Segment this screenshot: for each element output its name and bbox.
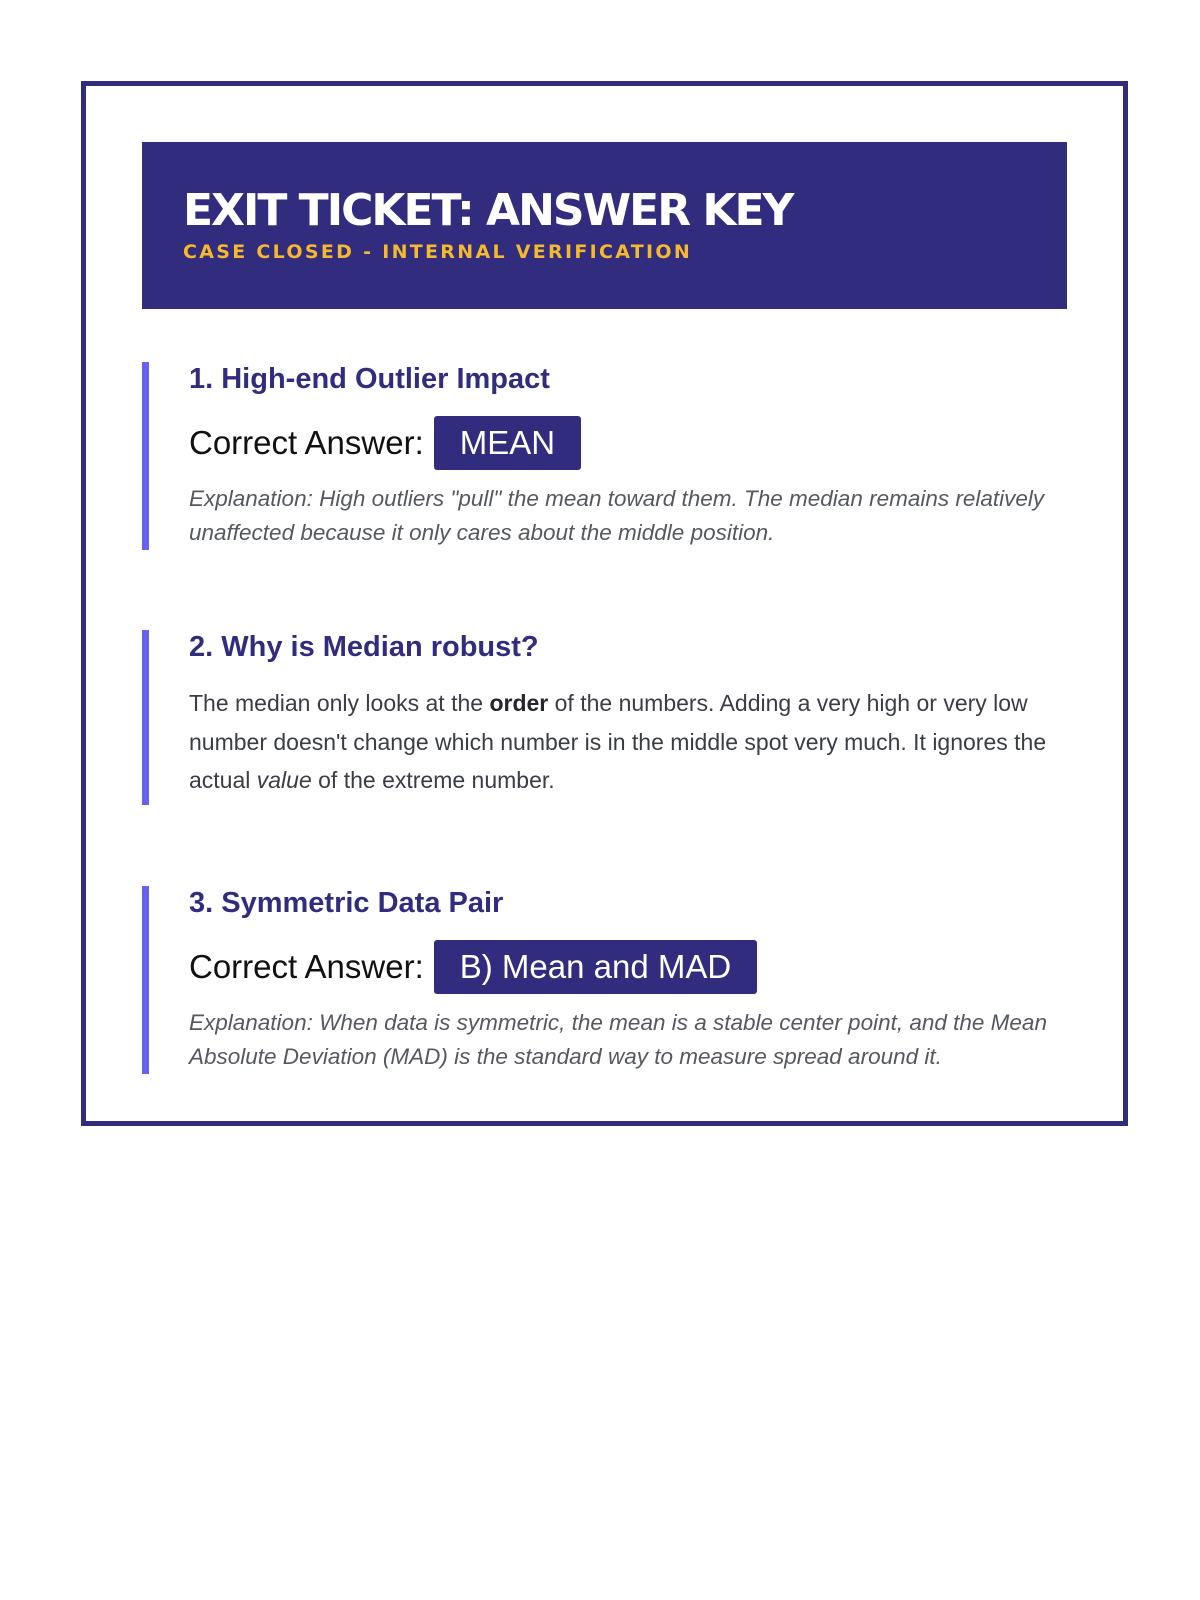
answer-key-card [81, 81, 1128, 1126]
answer-label: Correct Answer: [189, 424, 424, 461]
body-text-part: of the extreme number. [311, 767, 555, 793]
question-title: 3. Symmetric Data Pair [189, 887, 504, 919]
page-subtitle: CASE CLOSED - INTERNAL VERIFICATION [183, 241, 693, 263]
body-text-bold: order [489, 690, 549, 716]
answer-row [189, 416, 1067, 470]
explanation-text: Explanation: High outliers "pull" the mean toward them. The median remains relatively unaffected because it only cares about the middle position. [189, 486, 1045, 545]
header-banner [142, 142, 1067, 309]
question-title: 1. High-end Outlier Impact [189, 363, 550, 395]
body-text-part: The median only looks at the [189, 690, 490, 716]
question-title: 2. Why is Median robust? [189, 631, 539, 663]
body-text-part: of the numbers. Adding a very high or very low number doesn't change which number is in the middle spot very much. It ignores the actual [189, 690, 1047, 793]
body-text-italic: value [256, 767, 312, 793]
answer-badge: MEAN [434, 416, 581, 470]
explanation-text: Explanation: When data is symmetric, the mean is a stable center point, and the Mean Absolute Deviation (MAD) is the standard way to measure spread around it. [189, 1010, 1047, 1069]
question-2 [142, 630, 1067, 805]
question-3 [142, 886, 1067, 1074]
answer-badge: B) Mean and MAD [434, 940, 757, 994]
answer-label: Correct Answer: [189, 948, 424, 985]
answer-row [189, 940, 1067, 994]
page-title: EXIT TICKET: ANSWER KEY [183, 185, 793, 236]
question-1 [142, 362, 1067, 550]
answer-body-text [189, 684, 1059, 800]
